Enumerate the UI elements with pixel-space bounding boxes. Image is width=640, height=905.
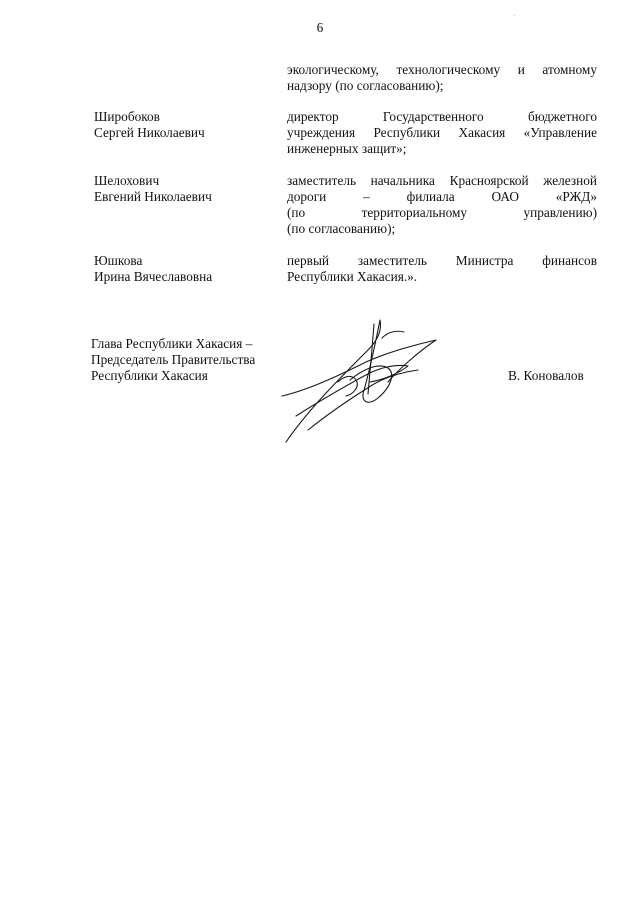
member-surname: Юшкова (94, 253, 143, 268)
member-given-names: Сергей Николаевич (94, 125, 205, 140)
page-number: 6 (316, 20, 324, 35)
member-surname: Шелохович (94, 173, 160, 188)
handwritten-signature (278, 310, 448, 450)
member-position (287, 253, 597, 285)
continuation-line: надзору (по согласованию); (287, 78, 444, 93)
member-surname: Широбоков (94, 109, 160, 124)
signer-name: В. Коновалов (508, 368, 584, 383)
position-line: дороги – филиала ОАО «РЖД» (287, 189, 597, 204)
position-line: учреждения Республики Хакасия «Управление (287, 125, 597, 140)
position-line: заместитель начальника Красноярской железной (287, 173, 597, 188)
continuation-line: экологическому, технологическому и атомному (287, 62, 597, 77)
member-name (94, 109, 274, 141)
position-line: директор Государственного бюджетного (287, 109, 597, 124)
position-line: инженерных защит»; (287, 141, 407, 156)
member-given-names: Евгений Николаевич (94, 189, 212, 204)
member-given-names: Ирина Вячеславовна (94, 269, 213, 284)
member-position (287, 109, 597, 157)
position-line: Республики Хакасия.». (287, 269, 418, 284)
position-line: первый заместитель Министра финансов (287, 253, 597, 268)
signoff-title-line: Председатель Правительства (91, 352, 256, 367)
corner-mark: ' (514, 15, 516, 21)
member-position (287, 173, 597, 237)
position-line: (по территориальному управлению) (287, 205, 597, 220)
signoff-title (91, 336, 291, 384)
signoff-title-line: Республики Хакасия (91, 368, 208, 383)
position-line: (по согласованию); (287, 221, 396, 236)
member-name (94, 173, 274, 205)
signoff-title-line: Глава Республики Хакасия – (91, 336, 253, 351)
continuation-text (287, 62, 597, 94)
member-name (94, 253, 274, 285)
